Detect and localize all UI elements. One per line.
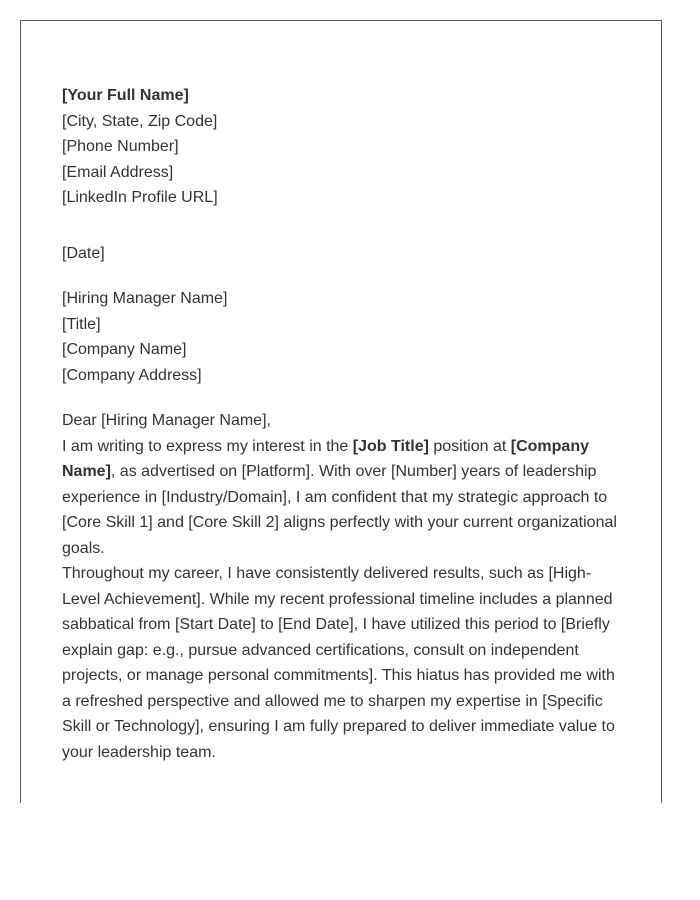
paragraph-line: your leadership team. [62,743,216,761]
paragraph-intro [62,434,622,562]
paragraph-line: Skill or Technology], ensuring I am fully prepared to deliver immediate value to [62,718,615,735]
paragraph-line: a refreshed perspective and allowed me to sharpen my expertise in [Specific [62,692,603,710]
paragraph-line [62,459,622,485]
sender-name: [Your Full Name] [62,87,189,104]
paragraph-text: , as advertised on [Platform]. With over [Number] years of leadership [110,463,597,480]
company-name-placeholder: Name] [62,463,111,480]
paragraph-line: Throughout my career, I have consistently delivered results, such as [High- [62,565,592,582]
date-block [62,241,622,267]
sender-email: [Email Address] [62,163,174,181]
paragraph-line [62,434,622,460]
paragraph-line: [Core Skill 1] and [Core Skill 2] aligns perfectly with your current organizational [62,514,617,531]
paragraph-line: projects, or manage personal commitments]. This hiatus has provided me with [62,667,615,684]
salutation-block [62,408,622,434]
sender-city: [City, State, Zip Code] [62,112,218,130]
paragraph-line: Level Achievement]. While my recent professional timeline includes a planned [62,590,613,608]
paragraph-text: position at [428,437,511,455]
recipient-name: [Hiring Manager Name] [62,290,228,307]
paragraph-line: goals. [62,539,105,557]
recipient-title: [Title] [62,315,101,333]
paragraph-text: I am writing to express my interest in the [62,437,353,455]
recipient-block [62,286,622,388]
sender-linkedin: [LinkedIn Profile URL] [62,189,218,206]
sender-block [62,83,622,211]
letter-page [20,20,662,803]
recipient-address: [Company Address] [62,366,202,384]
paragraph-career [62,561,622,765]
recipient-company: [Company Name] [62,341,187,358]
salutation: Dear [Hiring Manager Name], [62,412,271,429]
sender-phone: [Phone Number] [62,138,179,155]
paragraph-line: experience in [Industry/Domain], I am confident that my strategic approach to [62,488,608,506]
job-title-placeholder: [Job Title] [352,437,429,455]
letter-date: [Date] [62,244,105,262]
paragraph-line: explain gap: e.g., pursue advanced certifications, consult on independent [62,641,579,659]
letter-content [62,83,622,765]
company-name-placeholder: [Company [510,437,589,455]
paragraph-line: sabbatical from [Start Date] to [End Date], I have utilized this period to [Briefly [62,616,610,633]
